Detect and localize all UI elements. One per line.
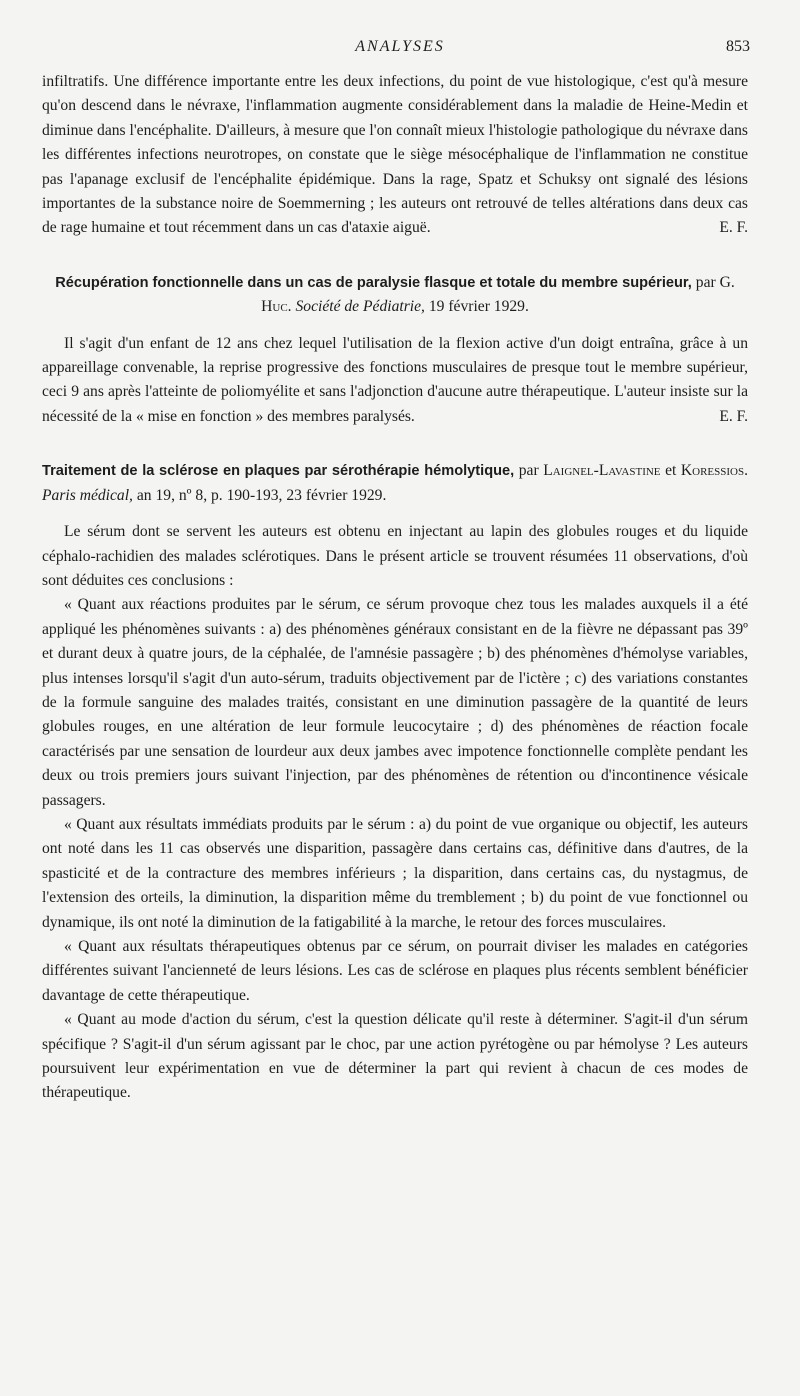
article0-paragraph [42, 70, 748, 241]
page-body [42, 70, 748, 1106]
article2-title: Traitement de la sclérose en plaques par sérothérapie hémolytique, [42, 463, 515, 480]
article2-heading [42, 459, 748, 508]
article2-paragraph-1: Le sérum dont se servent les auteurs est obtenu en injectant au lapin des globules rouges et du liquide céphalo-rachidien des malades sclérotiques. Dans le présent article se trouvent résumées 11 observations, d'où sont déduites ces conclusions : [42, 523, 748, 589]
article1-signature: E. F. [719, 407, 748, 425]
spacer [42, 241, 748, 271]
spacer [42, 508, 748, 520]
article1-text: Il s'agit d'un enfant de 12 ans chez lequel l'utilisation de la flexion active d'un doigt entraîna, grâce à un appareillage convenable, la reprise progressive des fonctions musculaires de presque tout le membre supérieur, ceci 9 ans après l'atteinte de poliomyélite et sans l'adjonction d'aucune autre thérapeutique. L'auteur insiste sur la nécessité de la « mise en fonction » des membres paralysés. [42, 334, 748, 425]
article2-details: an 19, nº 8, p. 190-193, 23 février 1929. [136, 486, 387, 504]
article2-paragraph-3: « Quant aux résultats immédiats produits par le sérum : a) du point de vue organique ou objectif, les auteurs ont noté dans les 11 cas observés une disparition, passagère dans certains cas, définitive dans d'autres, de la spasticité et de la contracture des membres inférieurs ; la disparition, dans certains cas, du nystagmus, de l'extension des orteils, la diminution, la disparition même du tremblement ; b) du point de vue fonctionnel ou dynamique, ils ont noté la diminution de la fatigabilité à la marche, le retour des forces musculaires. [42, 815, 748, 931]
article2-paragraph-4: « Quant aux résultats thérapeutiques obtenus par ce sérum, on pourrait diviser les malades en catégories différentes suivant l'ancienneté de leurs lésions. Les cas de sclérose en plaques plus récents semblent bénéficier davantage de cette thérapeutique. [42, 938, 748, 1004]
article2-par: par [518, 462, 539, 480]
article2-author2: Koressios. [680, 462, 748, 480]
article1-author: G. Huc. [261, 273, 735, 316]
article2-paragraph-5: « Quant au mode d'action du sérum, c'est la question délicate qu'il reste à déterminer. S'agit-il d'un sérum spécifique ? S'agit-il d'un sérum agissant par le choc, par une action pyrétogène ou par hémolyse ? Les auteurs poursuivent leur expérimentation en vue de déterminer la part qui revient à chacun de ces modes de thérapeutique. [42, 1011, 748, 1102]
article1-title: Récupération fonctionnelle dans un cas de paralysie flasque et totale du membre supérieur, [55, 274, 692, 291]
article2-paragraph-2: « Quant aux réactions produites par le sérum, ce sérum provoque chez tous les malades auxquels il a été appliqué les phénomènes suivants : a) des phénomènes généraux consistant en de la fièvre ne dépassant pas 39º et durant deux à quatre jours, de la céphalée, de l'amnésie passagère ; b) des phénomènes d'hémolyse variables, plus intenses lorsqu'il s'agit d'un auto-sérum, traduits objectivement par de l'ictère ; c) des variations constantes de la formule sanguine des malades traités, consistant en une diminution passagère de la quantité de leurs globules rouges, en une altération de leur formule leucocytaire ; d) des phénomènes de réaction focale caractérisés par une sensation de lourdeur aux deux jambes avec impotence fonctionnelle complète pendant les deux ou trois premiers jours suivant l'injection, par des phénomènes de rétention ou d'incontinence vésicale passagers. [42, 596, 748, 809]
article1-par: par [695, 273, 716, 291]
spacer [42, 429, 748, 459]
running-header-title: ANALYSES [355, 38, 445, 55]
page-number: 853 [726, 38, 750, 55]
article1-date: 19 février 1929. [428, 298, 529, 316]
article1-paragraph [42, 332, 748, 430]
article2-author1: Laignel-Lavastine [543, 462, 661, 480]
article1-heading [42, 271, 748, 320]
spacer [42, 320, 748, 332]
article0-signature: E. F. [719, 219, 748, 237]
article0-text: infiltratifs. Une différence importante entre les deux infections, du point de vue histologique, c'est qu'à mesure qu'on descend dans le névraxe, l'inflammation augmente considérablement dans la maladie de Heine-Medin et diminue dans l'encéphalite. D'ailleurs, à mesure que l'on connaît mieux l'histologie pathologique du névraxe dans les différentes infections neurotropes, on constate que le siège mésocéphalique de l'inflammation ne constitue pas l'apanage exclusif de l'encéphalite épidémique. Dans la rage, Spatz et Schuksy ont signalé des lésions importantes de la substance noire de Soemmerning ; les auteurs ont retrouvé de telles altérations dans deux cas de rage humaine et tout récemment dans un cas d'ataxie aiguë. [42, 73, 748, 237]
article2-source: Paris médical, [42, 486, 133, 504]
article2-et: et [665, 462, 677, 480]
article1-source: Société de Pédiatrie, [295, 298, 425, 316]
